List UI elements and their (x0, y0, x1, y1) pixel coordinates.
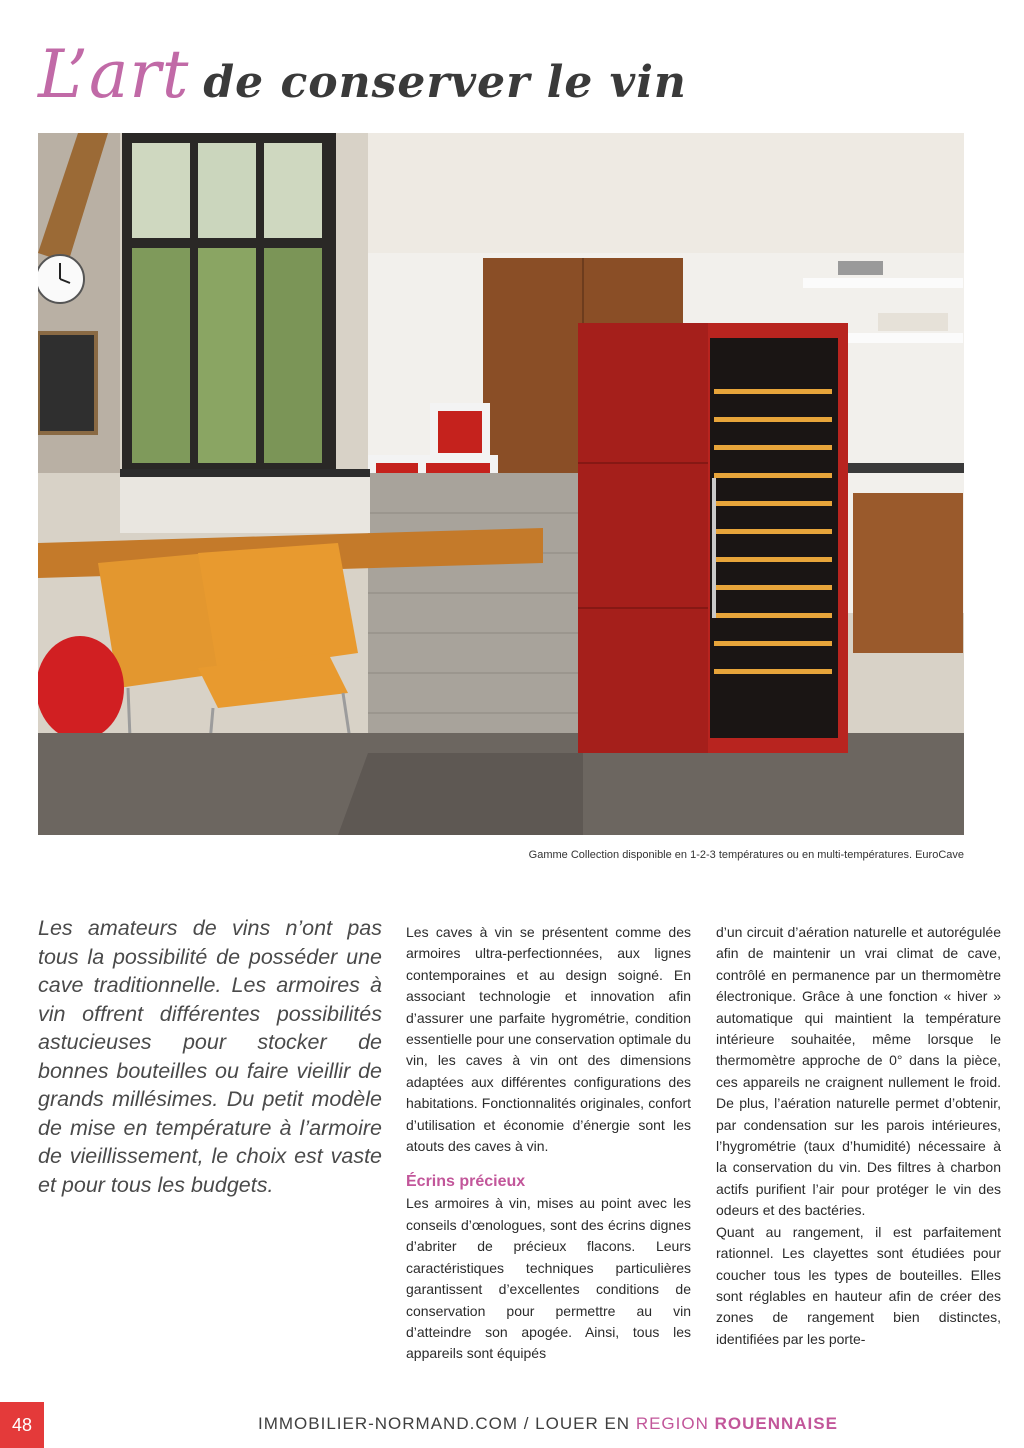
footer-region: REGION (635, 1414, 715, 1433)
column-middle (406, 922, 691, 1365)
kitchen-wine-cabinet-photo (38, 133, 964, 835)
page-number: 48 (0, 1402, 44, 1448)
photo-illustration (38, 133, 964, 835)
lead-paragraph: Les amateurs de vins n’ont pas tous la possibilité de posséder une cave traditionnelle. Les armoires à vin offrent différentes possibilités astucieuses pour stocker de bonnes bouteilles ou faire vieillir de grands millésimes. Du petit modèle de mise en température à l’armoire de vieillissement, le choix est vaste et pour tous les budgets. (38, 916, 382, 1197)
photo-caption: Gamme Collection disponible en 1-2-3 températures ou en multi-températures. EuroCave (528, 849, 964, 861)
footer-site: IMMOBILIER-NORMAND.COM / (258, 1414, 536, 1433)
title-rest: de conserver le vin (203, 57, 687, 108)
title-art: L’art (38, 36, 190, 113)
column-right (716, 922, 1001, 1350)
col2-paragraph-2: Les armoires à vin, mises au point avec les conseils d’œnologues, sont des écrins dignes d’abriter de précieux flacons. Leurs caractéristiques techniques particulières garantissent d’excellentes conditions de conservation pour permettre au vin d’atteindre son apogée. Ainsi, tous les appareils sont équipés (406, 1195, 691, 1362)
page-title (38, 36, 687, 116)
col2-paragraph-1: Les caves à vin se présentent comme des armoires ultra-perfectionnées, aux lignes contemporaines et au design soigné. En associant technologie et innovation afin d’assurer une parfaite hygrométrie, condition essentielle pour une conservation optimale du vin, les caves à vin ont des dimensions adaptées aux différentes configurations des habitations. Fonctionnalités originales, confort d’utilisation et économie d’énergie sont les atouts des caves à vin. (406, 924, 691, 1155)
col3-paragraph-2: Quant au rangement, il est parfaitement rationnel. Les clayettes sont étudiées pour coucher tous les types de bouteilles. Elles sont réglables en hauteur afin de créer des zones de rangement bien distinctes, identifiées par les porte- (716, 1223, 1001, 1347)
footer-rouennaise: ROUENNAISE (714, 1414, 838, 1433)
footer-louer: LOUER EN (535, 1414, 636, 1433)
footer (258, 1414, 838, 1434)
section-heading: Écrins précieux (406, 1173, 526, 1191)
col3-paragraph-1: d’un circuit d’aération naturelle et autorégulée afin de maintenir un vrai climat de cave, contrôlé en permanence par un thermomètre électronique. Grâce à une fonction « hiver » automatique qui maintient la température intérieure souhaitée, même lorsque le thermomètre approche de 0° dans la pièce, ces appareils ne craignent nullement le froid. De plus, l’aération naturelle permet d’obtenir, par condensation sur les parois intérieures, l’hygrométrie (taux d’humidité) nécessaire à la conservation du vin. Des filtres à charbon actifs purifient l’air pour protéger le vin des odeurs et des bactéries. (716, 924, 1001, 1219)
